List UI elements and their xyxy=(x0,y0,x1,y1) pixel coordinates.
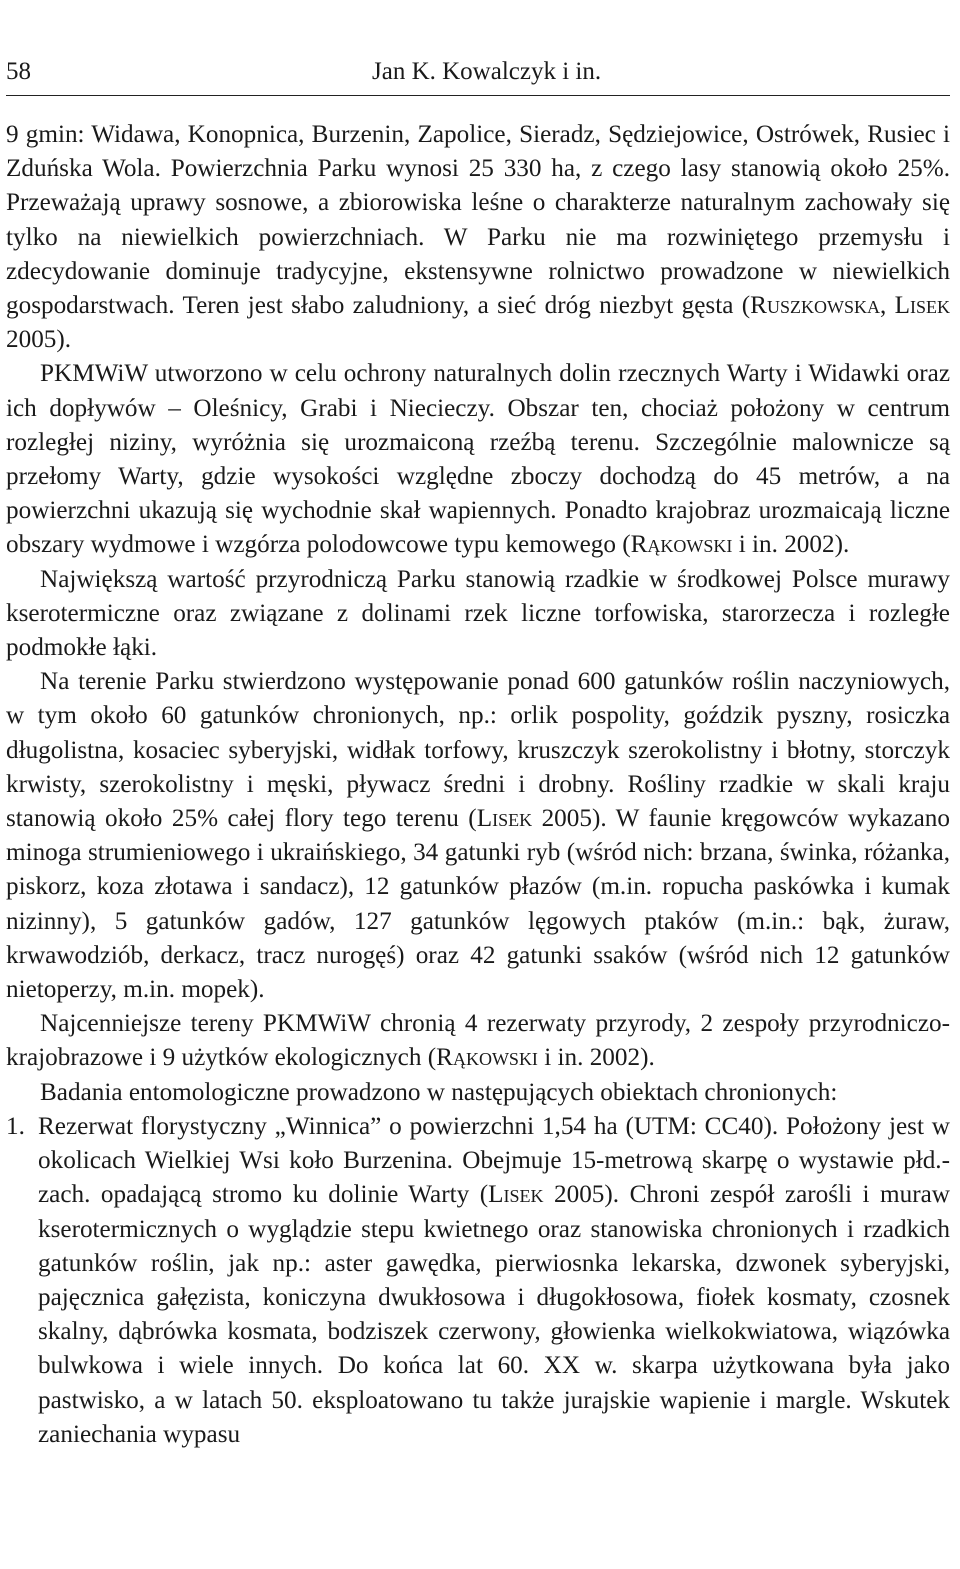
text-run: Na terenie Parku stwierdzono występowanie ponad 600 gatunków roślin naczyniowych, w tym około 60 gatunków chronionych, np.: orlik pospolity, goździk pyszny, rosiczka długolistna, kosaciec syberyjski, widłak torfowy, kruszczyk szerokolistny i błotny, storczyk krwisty, szerokolistny i męski, pływacz średni i drobny. Rośliny rzadkie w skali kraju stanowią około 25% całej flory tego terenu ( xyxy=(6,668,950,833)
paragraph xyxy=(6,563,950,666)
text-run: Rezerwat florystyczny „Winnica” o powierzchni 1,54 ha (UTM: CC40). Położony jest w okolicach Wielkiej Wsi koło Burzenina. Obejmuje 15-metrową skarpę o wystawie płd.-zach. opadającą stromo ku dolinie Warty ( xyxy=(38,1112,950,1209)
page-number: 58 xyxy=(6,58,31,85)
author-citation: Rąkowski xyxy=(436,1044,538,1072)
author-citation: Lisek xyxy=(476,805,533,833)
page-header xyxy=(6,58,950,98)
body-text xyxy=(6,118,950,1452)
text-run: Najcenniejsze tereny PKMWiW chronią 4 rezerwaty przyrody, 2 zespoły przyrodniczo-krajobrazowe i 9 użytków ekologicznych ( xyxy=(6,1010,950,1072)
text-run: 9 gmin: Widawa, Konopnica, Burzenin, Zapolice, Sieradz, Sędziejowice, Ostrówek, Rusiec i Zduńska Wola. Powierzchnia Parku wynosi 25 330 ha, z czego lasy stanowią około 25%. Przeważają uprawy sosnowe, a zbiorowiska leśne o charakterze naturalnym zachowały się tylko na niewielkich powierzchniach. W Parku nie ma rozwiniętego przemysłu i zdecydowanie dominuje tradycyjne, ekstensywne rolnictwo prowadzone w niewielkich gospodarstwach. Teren jest słabo zaludniony, a sieć dróg niezbyt gęsta ( xyxy=(6,121,950,320)
list-item-number: 1. xyxy=(6,1112,25,1140)
text-run: i in. 2002). xyxy=(732,531,850,559)
text-run: i in. 2002). xyxy=(537,1044,655,1072)
paragraph xyxy=(6,1076,950,1110)
paragraph xyxy=(6,665,950,1007)
paragraph xyxy=(6,118,950,357)
author-citation: Lisek xyxy=(488,1181,544,1209)
paragraph xyxy=(6,1007,950,1075)
text-run: Największą wartość przyrodniczą Parku stanowią rzadkie w środkowej Polsce murawy kserotermiczne oraz związane z dolinami rzek liczne torfowiska, starorzecza i rozległe podmokłe łąki. xyxy=(6,565,950,662)
paragraph xyxy=(6,357,950,562)
protected-sites-list xyxy=(6,1110,950,1452)
text-run: , xyxy=(879,292,895,320)
list-item xyxy=(6,1110,950,1452)
author-citation: Rąkowski xyxy=(630,531,733,559)
text-run: 2005). xyxy=(6,326,72,354)
text-run: PKMWiW utworzono w celu ochrony naturalnych dolin rzecznych Warty i Widawki oraz ich dopływów – Oleśnicy, Grabi i Niecieczy. Obszar ten, chociaż położony w centrum rozległej niziny, wyróżnia się urozmaiconą rzeźbą terenu. Szczególnie malownicze są przełomy Warty, gdzie wysokości względne zboczy dochodzą do 45 metrów, a na powierzchni ukazują się wychodnie skał wapiennych. Ponadto krajobraz urozmaicają liczne obszary wydmowe i wzgórza polodowcowe typu kemowego ( xyxy=(6,360,950,559)
text-run: 2005). Chroni zespół zarośli i muraw kserotermicznych o wyglądzie stepu kwietnego oraz stanowiska chronionych i rzadkich gatunków roślin, jak np.: aster gawędka, pierwiosnka lekarska, dzwonek syberyjski, pajęcznica gałęzista, koniczyna dwukłosowa i długokłosowa, fiołek kosmaty, czosnek skalny, dąbrówka kosmata, bodziszek czerwony, głowienka wielkokwiatowa, wiązówka bulwkowa i wiele innych. Do końca lat 60. XX w. skarpa użytkowana była jako pastwisko, a w latach 50. eksploatowano tu także jurajskie wapienie i margle. Wskutek zaniechania wypasu xyxy=(38,1181,950,1448)
header-rule xyxy=(6,95,950,96)
author-citation: Lisek xyxy=(894,292,951,320)
author-citation: Ruszkowska xyxy=(750,292,880,320)
text-run: 2005). W faunie kręgowców wykazano minoga strumieniowego i ukraińskiego, 34 gatunki ryb (wśród nich: brzana, świnka, różanka, piskorz, koza złotawa i sandacz), 12 gatunków płazów (m.in. ropucha paskówka i kumak nizinny), 5 gatunków gadów, 127 gatunków lęgowych ptaków (m.in.: bąk, żuraw, krwawodziób, derkacz, tracz nurogęś) oraz 42 gatunki ssaków (wśród nich 12 gatunków nietoperzy, m.in. mopek). xyxy=(6,805,950,1004)
text-run: Badania entomologiczne prowadzono w następujących obiektach chronionych: xyxy=(40,1078,838,1106)
running-head: Jan K. Kowalczyk i in. xyxy=(372,58,602,85)
